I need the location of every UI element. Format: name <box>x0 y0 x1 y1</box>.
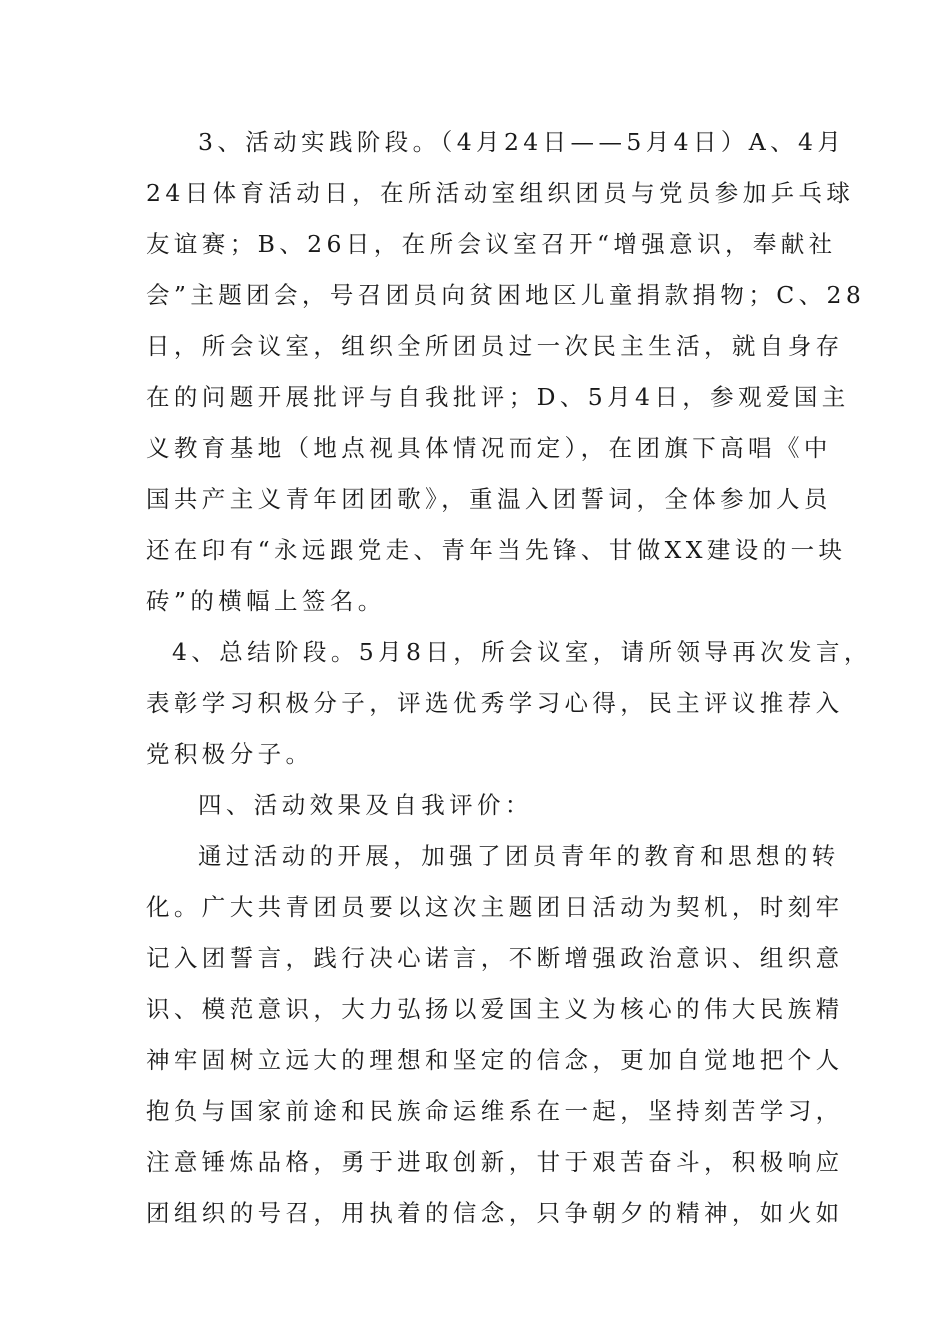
text-line: 注意锤炼品格，勇于进取创新，甘于艰苦奋斗，积极响应 <box>146 1148 844 1176</box>
section-heading: 四、活动效果及自我评价： <box>198 791 533 819</box>
text-line: 还在印有“永远跟党走、青年当先锋、甘做XX建设的一块 <box>146 536 847 564</box>
text-line: 表彰学习积极分子，评选优秀学习心得，民主评议推荐入 <box>146 689 844 717</box>
text-line: 砖”的横幅上签名。 <box>146 587 386 615</box>
text-line: 会”主题团会，号召团员向贫困地区儿童捐款捐物；C、28 <box>146 281 866 309</box>
text-line: 国共产主义青年团团歌》，重温入团誓词，全体参加人员 <box>146 485 832 513</box>
text-line: 抱负与国家前途和民族命运维系在一起，坚持刻苦学习， <box>146 1097 844 1125</box>
text-line: 识、模范意识，大力弘扬以爱国主义为核心的伟大民族精 <box>146 995 844 1023</box>
text-line: 党积极分子。 <box>146 740 314 768</box>
text-line: 友谊赛；B、26日，在所会议室召开“增强意识，奉献社 <box>146 230 837 258</box>
text-line: 在的问题开展批评与自我批评；D、5月4日，参观爱国主 <box>146 383 850 411</box>
text-line: 义教育基地（地点视具体情况而定），在团旗下高唱《中 <box>146 434 832 462</box>
text-line: 4、总结阶段。5月8日，所会议室，请所领导再次发言， <box>172 638 872 666</box>
text-line: 记入团誓言，践行决心诺言，不断增强政治意识、组织意 <box>146 944 844 972</box>
text-line: 神牢固树立远大的理想和坚定的信念，更加自觉地把个人 <box>146 1046 844 1074</box>
text-line: 团组织的号召，用执着的信念，只争朝夕的精神，如火如 <box>146 1199 844 1227</box>
text-line: 24日体育活动日，在所活动室组织团员与党员参加乒乓球 <box>146 179 855 207</box>
text-line: 日，所会议室，组织全所团员过一次民主生活，就自身存 <box>146 332 844 360</box>
text-line: 化。广大共青团员要以这次主题团日活动为契机，时刻牢 <box>146 893 844 921</box>
text-line: 通过活动的开展，加强了团员青年的教育和思想的转 <box>198 842 840 870</box>
text-line: 3、活动实践阶段。（4月24日——5月4日）A、4月 <box>198 128 846 156</box>
